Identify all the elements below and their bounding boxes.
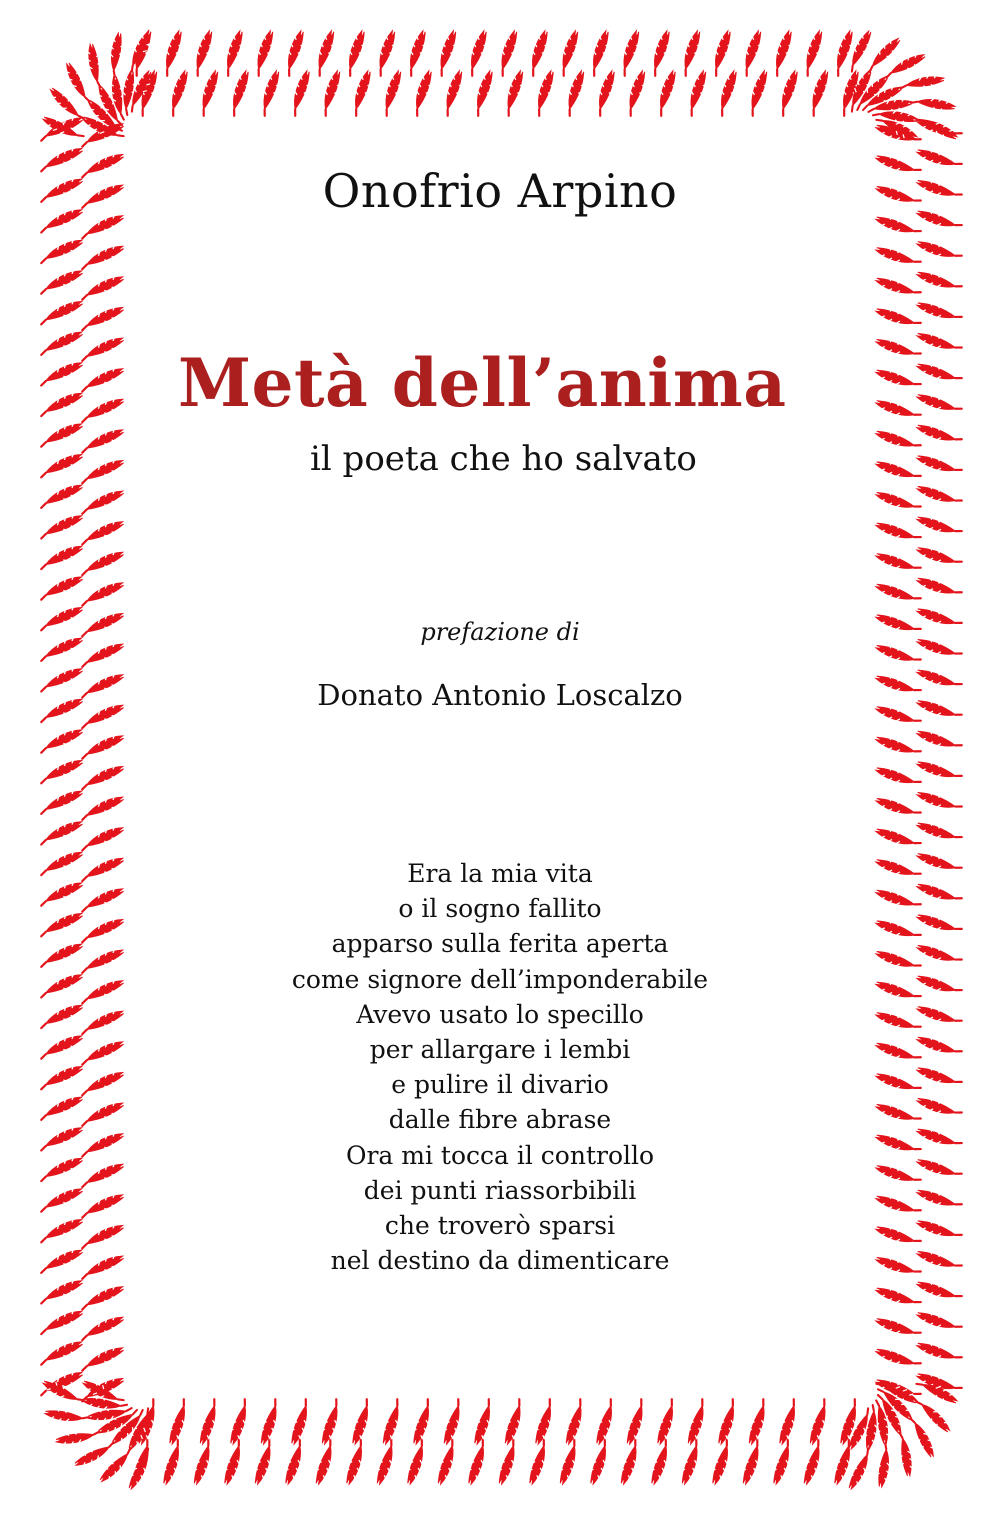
feather-icon	[744, 1398, 774, 1446]
feather-icon	[677, 1438, 707, 1486]
feather-icon	[911, 93, 956, 115]
feather-icon	[105, 32, 127, 77]
feather-icon	[157, 29, 187, 77]
feather-icon	[874, 487, 922, 517]
feather-icon	[584, 29, 614, 77]
poem-line: apparso sulla ferita aperta	[331, 929, 669, 959]
feather-icon	[585, 1438, 615, 1486]
feather-icon	[915, 328, 963, 358]
poem-line: per allargare i lembi	[369, 1035, 631, 1065]
feather-icon	[874, 732, 922, 762]
poem-line: dalle fibre abrase	[388, 1105, 612, 1135]
feather-icon	[78, 1343, 126, 1373]
feather-icon	[915, 297, 963, 327]
feather-icon	[55, 1429, 100, 1446]
feather-icon	[591, 1398, 621, 1446]
feather-icon	[774, 1398, 804, 1446]
feather-icon	[408, 1398, 438, 1446]
feather-icon	[78, 272, 126, 302]
feather-icon	[78, 578, 126, 608]
feather-icon	[37, 542, 85, 572]
feather-icon	[874, 762, 922, 792]
feather-icon	[530, 1398, 560, 1446]
feather-icon	[713, 1398, 743, 1446]
feather-icon	[433, 1438, 463, 1486]
feather-icon	[874, 793, 922, 823]
feather-icon	[37, 1337, 85, 1367]
feather-icon	[78, 364, 126, 394]
feather-icon	[768, 1438, 798, 1486]
feather-icon	[874, 426, 922, 456]
feather-icon	[500, 1398, 530, 1446]
feather-icon	[37, 358, 85, 388]
feather-icon	[915, 817, 963, 847]
feather-icon	[915, 573, 963, 603]
feather-icon	[524, 1438, 554, 1486]
feather-icon	[915, 1276, 963, 1306]
feather-icon	[37, 480, 85, 510]
feather-icon	[279, 29, 309, 77]
feather-icon	[554, 29, 584, 77]
feather-icon	[78, 1313, 126, 1343]
feather-icon	[874, 1313, 922, 1343]
feather-icon	[280, 1438, 310, 1486]
book-subtitle: il poeta che ho salvato	[310, 439, 697, 479]
feather-icon	[828, 29, 858, 77]
feather-icon	[78, 823, 126, 853]
poem-line: o il sogno fallito	[398, 894, 602, 924]
feather-icon	[737, 29, 767, 77]
feather-icon	[37, 786, 85, 816]
feather-icon	[402, 1438, 432, 1486]
feather-icon	[874, 579, 922, 609]
feather-icon	[738, 1438, 768, 1486]
preface-label: prefazione di	[420, 618, 580, 646]
feather-icon	[555, 1438, 585, 1486]
feather-icon	[249, 29, 279, 77]
feather-icon	[37, 266, 85, 296]
feather-icon	[915, 542, 963, 572]
feather-icon	[340, 29, 370, 77]
feather-icon	[915, 267, 963, 297]
feather-icon	[37, 389, 85, 419]
feather-icon	[225, 1398, 255, 1446]
feather-icon	[432, 29, 462, 77]
feather-icon	[915, 1307, 963, 1337]
feather-icon	[469, 1398, 499, 1446]
feather-icon	[707, 1438, 737, 1486]
author-name: Onofrio Arpino	[322, 164, 678, 218]
feather-icon	[915, 787, 963, 817]
feather-icon	[311, 1438, 341, 1486]
feather-icon	[915, 420, 963, 450]
feather-icon	[915, 358, 963, 388]
feather-icon	[767, 29, 797, 77]
feather-icon	[78, 762, 126, 792]
feather-icon	[874, 1443, 896, 1488]
book-title: Metà dell’anima	[178, 344, 787, 422]
feather-icon	[493, 29, 523, 77]
feather-icon	[219, 1438, 249, 1486]
feather-icon	[874, 1344, 922, 1374]
feather-icon	[915, 511, 963, 541]
feather-icon	[158, 1438, 188, 1486]
feather-icon	[85, 43, 102, 88]
feather-icon	[874, 273, 922, 303]
feather-icon	[874, 364, 922, 394]
feather-icon	[645, 29, 675, 77]
feather-icon	[78, 303, 126, 333]
feather-icon	[78, 456, 126, 486]
feather-icon	[78, 242, 126, 272]
feather-icon	[218, 29, 248, 77]
feather-icon	[462, 29, 492, 77]
feather-icon	[439, 1398, 469, 1446]
feather-icon	[286, 1398, 316, 1446]
feather-icon	[683, 1398, 713, 1446]
feather-icon	[874, 548, 922, 578]
feather-icon	[676, 29, 706, 77]
preface-author: Donato Antonio Loscalzo	[317, 678, 683, 712]
feather-icon	[37, 1307, 85, 1337]
feather-icon	[874, 1282, 922, 1312]
feather-icon	[915, 450, 963, 480]
feather-icon	[317, 1398, 347, 1446]
poem-line: Avevo usato lo specillo	[356, 999, 644, 1029]
feather-icon	[372, 1438, 402, 1486]
feather-icon	[494, 1438, 524, 1486]
feather-icon	[900, 73, 945, 90]
feather-icon	[341, 1438, 371, 1486]
feather-icon	[915, 481, 963, 511]
feather-icon	[78, 486, 126, 516]
feather-icon	[915, 726, 963, 756]
feather-icon	[622, 1398, 652, 1446]
feather-icon	[78, 425, 126, 455]
feather-icon	[78, 333, 126, 363]
feather-icon	[78, 731, 126, 761]
feather-icon	[123, 29, 156, 73]
feather-icon	[616, 1438, 646, 1486]
feather-icon	[37, 297, 85, 327]
feather-icon	[874, 303, 922, 333]
feather-icon	[378, 1398, 408, 1446]
feather-icon	[874, 242, 922, 272]
poem-line: Ora mi tocca il controllo	[345, 1140, 655, 1170]
feather-icon	[78, 548, 126, 578]
feather-icon	[44, 1406, 89, 1428]
feather-icon	[706, 29, 736, 77]
poem-line: come signore dell’imponderabile	[291, 964, 709, 994]
poem-line: nel destino da dimenticare	[330, 1246, 670, 1276]
poem-line: dei punti riassorbibili	[363, 1175, 637, 1205]
feather-icon	[37, 1276, 85, 1306]
feather-icon	[164, 1398, 194, 1446]
feather-icon	[37, 236, 85, 266]
feather-icon	[78, 1282, 126, 1312]
feather-icon	[37, 511, 85, 541]
poem	[0, 856, 1000, 1278]
feather-icon	[78, 395, 126, 425]
poem-line: e pulire il divario	[391, 1070, 609, 1100]
feather-icon	[250, 1438, 280, 1486]
feather-icon	[37, 450, 85, 480]
feather-icon	[401, 29, 431, 77]
feather-icon	[915, 389, 963, 419]
feather-icon	[874, 334, 922, 364]
feather-icon	[195, 1398, 225, 1446]
feather-icon	[463, 1438, 493, 1486]
feather-icon	[874, 456, 922, 486]
feather-icon	[874, 517, 922, 547]
feather-icon	[615, 29, 645, 77]
feather-icon	[37, 817, 85, 847]
poem-line: Era la mia vita	[407, 859, 593, 888]
feather-icon	[523, 29, 553, 77]
feather-icon	[37, 725, 85, 755]
feather-icon	[799, 1438, 829, 1486]
feather-icon	[41, 112, 85, 145]
feather-icon	[798, 29, 828, 77]
feather-icon	[310, 29, 340, 77]
feather-icon	[37, 756, 85, 786]
feather-icon	[805, 1398, 835, 1446]
feather-icon	[915, 1338, 963, 1368]
feather-icon	[189, 1438, 219, 1486]
feather-icon	[78, 517, 126, 547]
feather-icon	[874, 395, 922, 425]
feather-icon	[37, 419, 85, 449]
feather-icon	[874, 823, 922, 853]
feather-icon	[37, 572, 85, 602]
feather-icon	[915, 756, 963, 786]
feather-icon	[652, 1398, 682, 1446]
feather-icon	[37, 327, 85, 357]
feather-icon	[371, 29, 401, 77]
feather-icon	[124, 1447, 157, 1491]
feather-icon	[915, 236, 963, 266]
feather-icon	[646, 1438, 676, 1486]
feather-icon	[256, 1398, 286, 1446]
feather-icon	[347, 1398, 377, 1446]
feather-icon	[561, 1398, 591, 1446]
feather-icon	[897, 1432, 914, 1477]
feather-icon	[188, 29, 218, 77]
feather-icon	[78, 792, 126, 822]
poem-line: che troverò sparsi	[384, 1211, 616, 1241]
